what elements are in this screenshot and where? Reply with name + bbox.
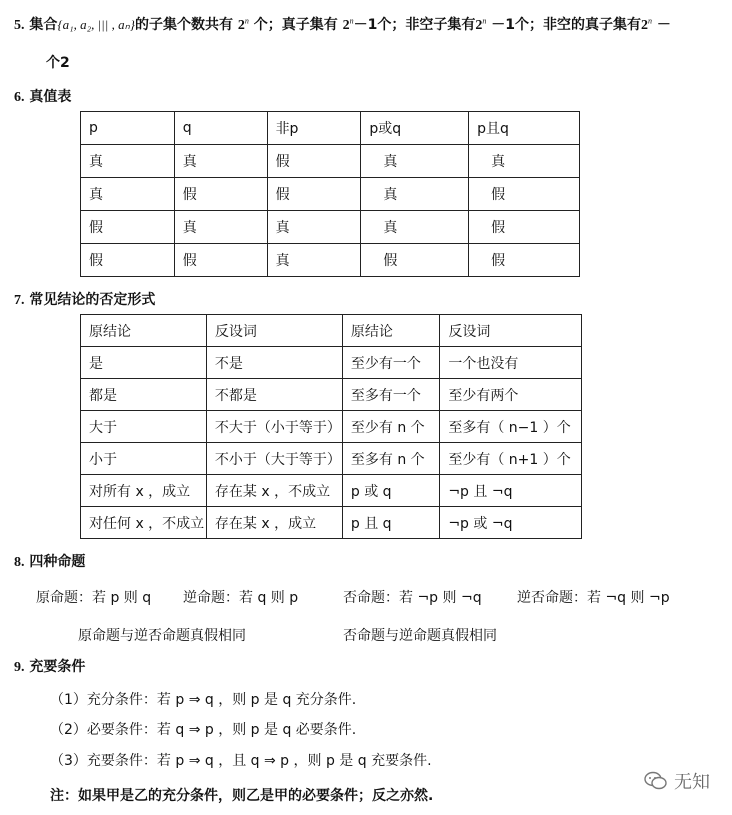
watermark-text: 无知 xyxy=(674,772,710,793)
table-cell: 假 xyxy=(81,244,175,277)
table-cell: p 或 q xyxy=(342,475,439,507)
section-5-line xyxy=(14,14,671,34)
section-8-heading xyxy=(14,551,85,571)
section-7-heading xyxy=(14,289,155,309)
equivalence-note-1: 原命题与逆否命题真假相同 xyxy=(78,628,246,644)
table-header-cell: 原结论 xyxy=(342,315,439,347)
table-row xyxy=(81,112,580,145)
section-6-heading xyxy=(14,86,71,106)
contrapositive-proposition: 逆否命题：若 ¬q 则 ¬p xyxy=(517,590,670,606)
section-7-title: 常见结论的否定形式 xyxy=(29,292,156,308)
table-cell: 假 xyxy=(174,178,267,211)
table-cell: 假 xyxy=(469,244,580,277)
table-cell: 假 xyxy=(361,244,469,277)
table-cell: ¬p 且 ¬q xyxy=(440,475,582,507)
s5-continuation: 个2 xyxy=(46,55,70,71)
section-5-number: 5. xyxy=(14,18,25,33)
table-cell: 假 xyxy=(174,244,267,277)
table-cell: 真 xyxy=(361,178,469,211)
table-cell: 不都是 xyxy=(206,379,342,411)
s5-exp-2: n xyxy=(349,16,354,26)
table-header-cell: p或q xyxy=(361,112,469,145)
sufficient-condition: （1）充分条件：若 p ⇒ q ，则 p 是 q 充分条件. xyxy=(50,692,357,708)
table-cell: 都是 xyxy=(81,379,207,411)
s5-pow-4: 2 xyxy=(640,18,648,33)
table-cell: ¬p 或 ¬q xyxy=(440,507,582,539)
table-cell: 假 xyxy=(267,145,361,178)
table-cell: 假 xyxy=(469,178,580,211)
table-row xyxy=(81,178,580,211)
section-8-number: 8. xyxy=(14,555,25,570)
table-header-cell: p xyxy=(81,112,175,145)
table-row xyxy=(81,411,582,443)
table-cell: 是 xyxy=(81,347,207,379)
table-header-cell: 原结论 xyxy=(81,315,207,347)
table-cell: 大于 xyxy=(81,411,207,443)
table-cell: 不小于（大于等于） xyxy=(206,443,342,475)
sufficient-necessary-condition: （3）充要条件：若 p ⇒ q ，且 q ⇒ p ，则 p 是 q 充要条件. xyxy=(50,753,432,769)
table-row xyxy=(81,145,580,178)
table-cell: 存在某 x ，成立 xyxy=(206,507,342,539)
table-cell: 真 xyxy=(361,211,469,244)
wechat-logo-icon xyxy=(644,770,668,792)
table-row xyxy=(81,315,582,347)
table-header-cell: 反设词 xyxy=(440,315,582,347)
table-cell: 对所有 x ，成立 xyxy=(81,475,207,507)
table-cell: 假 xyxy=(267,178,361,211)
section-9-title: 充要条件 xyxy=(29,659,86,675)
table-cell: 真 xyxy=(267,244,361,277)
table-row xyxy=(81,379,582,411)
truth-table xyxy=(80,111,580,277)
table-cell: 真 xyxy=(361,145,469,178)
original-proposition: 原命题：若 p 则 q xyxy=(36,590,152,606)
s5-text-4: －1个；非空子集有 xyxy=(353,17,476,33)
section-8-title: 四种命题 xyxy=(29,554,86,570)
necessary-condition: （2）必要条件：若 q ⇒ p ，则 p 是 q 必要条件. xyxy=(50,722,357,738)
section-6-title: 真值表 xyxy=(29,89,72,105)
negation-table xyxy=(80,314,582,539)
section-9-heading xyxy=(14,656,85,676)
table-header-cell: 非p xyxy=(267,112,361,145)
section-6-number: 6. xyxy=(14,90,25,105)
table-row xyxy=(81,347,582,379)
s5-exp-4: n xyxy=(647,16,652,26)
s5-pow-1: 2 xyxy=(237,18,245,33)
inverse-proposition: 否命题：若 ¬p 则 ¬q xyxy=(343,590,482,606)
table-cell: 对任何 x ，不成立 xyxy=(81,507,207,539)
table-header-cell: q xyxy=(174,112,267,145)
table-cell: 假 xyxy=(81,211,175,244)
table-cell: 至少有（ n+1 ）个 xyxy=(440,443,582,475)
table-row xyxy=(81,211,580,244)
table-header-cell: 反设词 xyxy=(206,315,342,347)
table-cell: 至多有一个 xyxy=(342,379,439,411)
table-row xyxy=(81,244,580,277)
s5-pow-2: 2 xyxy=(342,18,350,33)
table-cell: 一个也没有 xyxy=(440,347,582,379)
table-cell: 真 xyxy=(469,145,580,178)
table-cell: 不大于（小于等于） xyxy=(206,411,342,443)
s5-pow-3: 2 xyxy=(475,18,483,33)
table-cell: 存在某 x ，不成立 xyxy=(206,475,342,507)
table-row xyxy=(81,507,582,539)
table-cell: p 且 q xyxy=(342,507,439,539)
table-cell: 至少有两个 xyxy=(440,379,582,411)
s5-exp-3: n xyxy=(482,16,487,26)
table-cell: 至多有 n 个 xyxy=(342,443,439,475)
table-cell: 不是 xyxy=(206,347,342,379)
table-cell: 至少有一个 xyxy=(342,347,439,379)
equivalence-note-2: 否命题与逆命题真假相同 xyxy=(343,628,497,644)
table-row xyxy=(81,443,582,475)
table-header-cell: p且q xyxy=(469,112,580,145)
table-cell: 真 xyxy=(267,211,361,244)
section-7-number: 7. xyxy=(14,293,25,308)
table-cell: 真 xyxy=(174,145,267,178)
watermark xyxy=(644,768,710,794)
table-cell: 假 xyxy=(469,211,580,244)
table-cell: 至多有（ n−1 ）个 xyxy=(440,411,582,443)
s5-text-3: 个；真子集有 xyxy=(253,17,338,33)
s5-text-5: －1个；非空的真子集有 xyxy=(491,17,641,33)
s5-set: {a₁, a₂, ||| , aₙ} xyxy=(57,17,135,32)
table-cell: 真 xyxy=(81,145,175,178)
table-cell: 至少有 n 个 xyxy=(342,411,439,443)
section-9-number: 9. xyxy=(14,660,25,675)
note: 注：如果甲是乙的充分条件，则乙是甲的必要条件；反之亦然. xyxy=(50,788,434,804)
table-row xyxy=(81,475,582,507)
s5-text-2: 的子集个数共有 xyxy=(134,17,233,33)
table-cell: 真 xyxy=(81,178,175,211)
table-cell: 真 xyxy=(174,211,267,244)
s5-exp-1: n xyxy=(244,16,249,26)
converse-proposition: 逆命题：若 q 则 p xyxy=(183,590,299,606)
s5-text-1: 集合 xyxy=(29,17,58,33)
table-cell: 小于 xyxy=(81,443,207,475)
s5-text-6: － xyxy=(656,17,671,33)
